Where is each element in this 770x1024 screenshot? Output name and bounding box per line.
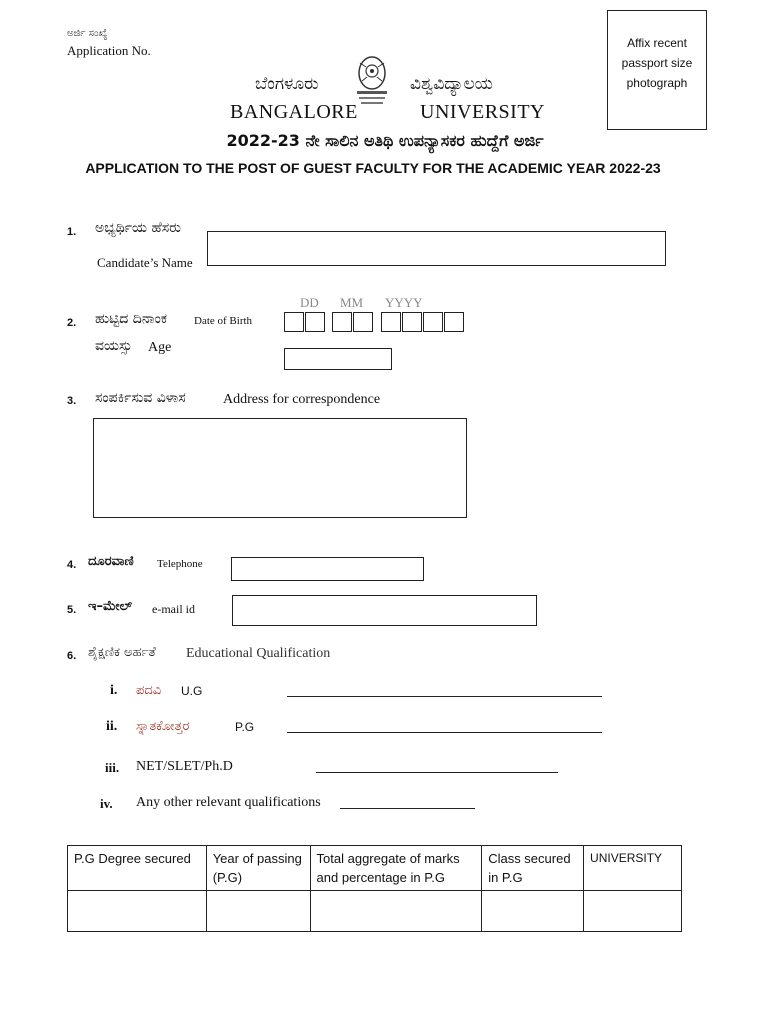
marks-cell-input[interactable]	[310, 891, 482, 932]
telephone-input[interactable]	[231, 557, 424, 581]
dob-year-digit[interactable]	[381, 312, 401, 332]
address-input[interactable]	[93, 418, 467, 518]
education-label-kn: ಶೈಕ್ಷಣಿಕ ಅರ್ಹತೆ	[88, 645, 156, 660]
email-label: e-mail id	[152, 602, 195, 616]
table-row	[68, 891, 682, 932]
degree-cell-input[interactable]	[68, 891, 207, 932]
dob-day-input[interactable]	[284, 312, 328, 332]
dob-year-digit[interactable]	[444, 312, 464, 332]
table-header-class: Class secured in P.G	[482, 846, 584, 891]
net-roman: iii.	[105, 760, 120, 775]
field-number-5: 5.	[67, 604, 77, 616]
dob-day-digit[interactable]	[305, 312, 325, 332]
email-input[interactable]	[232, 595, 537, 626]
field-number-2: 2.	[67, 317, 77, 329]
table-header-marks: Total aggregate of marks and percentage in P.G	[310, 846, 482, 891]
education-label: Educational Qualification	[186, 646, 331, 661]
dob-year-input[interactable]	[381, 312, 467, 332]
net-label: NET/SLET/Ph.D	[136, 759, 233, 774]
dob-label-kn: ಹುಟ್ಟಿದ ದಿನಾಂಕ	[95, 311, 168, 327]
other-label: Any other relevant qualifications	[136, 795, 321, 810]
dob-month-digit[interactable]	[332, 312, 352, 332]
form-title-en: APPLICATION TO THE POST OF GUEST FACULTY FOR THE ACADEMIC YEAR 2022-23	[85, 160, 661, 176]
pg-label: P.G	[235, 720, 255, 734]
net-input-line[interactable]	[316, 772, 558, 773]
university-name-en-right: UNIVERSITY	[420, 101, 545, 123]
field-number-6: 6.	[67, 650, 77, 662]
dob-day-digit[interactable]	[284, 312, 304, 332]
pg-details-table	[67, 845, 682, 932]
other-input-line[interactable]	[340, 808, 475, 809]
pg-input-line[interactable]	[287, 732, 602, 733]
university-name-kn-right: ವಿಶ್ವವಿದ್ಯಾಲಯ	[410, 74, 493, 94]
photo-placeholder[interactable]	[607, 10, 707, 130]
dob-month-input[interactable]	[332, 312, 376, 332]
other-roman: iv.	[100, 796, 113, 811]
pg-roman: ii.	[106, 719, 118, 734]
dob-month-hint: MM	[340, 295, 364, 310]
address-label-kn: ಸಂಪರ್ಕಿಸುವ ವಿಳಾಸ	[95, 390, 186, 406]
dob-label: Date of Birth	[194, 315, 253, 327]
year-cell-input[interactable]	[206, 891, 310, 932]
ug-label: U.G	[181, 684, 203, 698]
field-number-3: 3.	[67, 395, 77, 407]
dob-year-digit[interactable]	[402, 312, 422, 332]
field-number-1: 1.	[67, 226, 77, 238]
dob-day-hint: DD	[300, 295, 319, 310]
ug-label-kn: ಪದವಿ	[136, 683, 162, 698]
name-label-kn: ಅಭ್ಯರ್ಥಿಯ ಹೆಸರು	[95, 220, 182, 236]
dob-year-digit[interactable]	[423, 312, 443, 332]
name-label: Candidate’s Name	[97, 255, 193, 270]
ug-input-line[interactable]	[287, 696, 602, 697]
form-title-kn: 2022-23 ನೇ ಸಾಲಿನ ಅತಿಥಿ ಉಪನ್ಯಾಸಕರ ಹುದ್ದೆಗೆ ಅರ್ಜಿ	[226, 131, 544, 150]
application-number-label-kn: ಅರ್ಜಿ ಸಂಖ್ಯೆ	[67, 28, 108, 39]
table-header-year: Year of passing (P.G)	[206, 846, 310, 891]
age-label-kn: ವಯಸ್ಸು	[95, 338, 133, 354]
dob-year-hint: YYYY	[385, 295, 423, 310]
application-number-label: Application No.	[67, 43, 151, 58]
table-header-university: UNIVERSITY	[584, 846, 682, 891]
telephone-label: Telephone	[157, 558, 203, 570]
email-label-kn: ಇ–ಮೇಲ್	[88, 599, 133, 614]
university-name-en-left: BANGALORE	[230, 101, 358, 123]
age-input[interactable]	[284, 348, 392, 370]
university-name-kn-left: ಬೆಂಗಳೂರು	[255, 74, 319, 94]
telephone-label-kn: ದೂರವಾಣಿ	[88, 554, 134, 569]
pg-label-kn: ಸ್ನಾತಕೋತ್ತರ	[136, 719, 190, 734]
photo-label-line2: passport size	[621, 56, 693, 70]
photo-label-line1: Affix recent	[627, 36, 687, 50]
age-label: Age	[148, 340, 172, 355]
dob-month-digit[interactable]	[353, 312, 373, 332]
class-cell-input[interactable]	[482, 891, 584, 932]
ug-roman: i.	[110, 683, 118, 698]
candidate-name-input[interactable]	[207, 231, 666, 266]
photo-label-line3: photograph	[626, 76, 688, 90]
university-cell-input[interactable]	[584, 891, 682, 932]
address-label: Address for correspondence	[223, 392, 381, 407]
table-header-row	[68, 846, 682, 891]
table-header-degree: P.G Degree secured	[68, 846, 207, 891]
field-number-4: 4.	[67, 559, 77, 571]
